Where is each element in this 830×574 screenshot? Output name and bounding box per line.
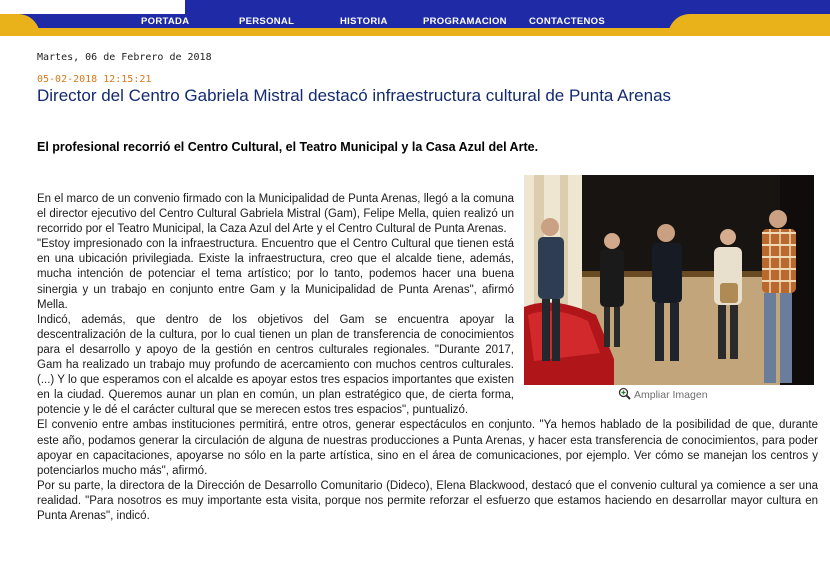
- article-paragraph: En el marco de un convenio firmado con la Municipalidad de Punta Arenas, llegó a la comuna el director ejecutivo del Centro Cultural Gabriela Mistral (Gam), Felipe Mella, quien realizó un recorrido por el Teatro Municipal, la Caza Azul del Arte y el Centro Cultural de Punta Arenas.: [37, 193, 514, 236]
- article-timestamp: 05-02-2018 12:15:21: [37, 74, 152, 85]
- article-paragraph: El convenio entre ambas instituciones permitirá, entre otros, generar espectáculos en conjunto. "Ya hemos hablado de la posibilidad de que, durante este año, podamos generar la circulación de alguna de nuestras producciones a Punta Arenas, y hacer esta transferencia de conocimientos, para poder apoyar en capacitaciones, apoyarse no sólo en la parte artística, sino en el área de comunicaciones, por ejemplo. Ver cómo se manejan los centros y potenciarlos mucho más", afirmó.: [37, 419, 818, 477]
- nav-link-contactenos[interactable]: CONTACTENOS: [529, 16, 605, 27]
- article-paragraph: Por su parte, la directora de la Dirección de Desarrollo Comunitario (Dideco), Elena Blackwood, destacó que el convenio cultural ya comience a ser una realidad. "Para nosotros es muy importante esta visita, porque nos permite reforzar el esfuerzo que estamos haciendo en desarrollar mayor cultura en Punta Arenas", indicó.: [37, 479, 818, 522]
- photo-float-spacer: [524, 175, 818, 403]
- nav-link-historia[interactable]: HISTORIA: [340, 16, 388, 27]
- article-subtitle: El profesional recorrió el Centro Cultural, el Teatro Municipal y la Casa Azul del Arte.: [37, 140, 539, 154]
- header-bar: [0, 0, 830, 36]
- article-body: [37, 192, 818, 524]
- article-title: Director del Centro Gabriela Mistral destacó infraestructura cultural de Punta Arenas: [37, 86, 672, 105]
- article-paragraph: "Estoy impresionado con la infraestructura. Encuentro que el Centro Cultural que tienen está en una ubicación privilegiada. Existe la infraestructura, creo que el alcalde tiene, además, mucha intención de potenciar el tema artístico; por lo tanto, podemos hacer una buena sinergia y un trabajo en conjunto entre Gam y la Municipalidad de Punta Arenas", afirmó Mella.: [37, 238, 514, 311]
- article-paragraph: Indicó, además, que dentro de los objetivos del Gam se encuentra apoyar la descentralización de la cultura, por lo cual tienen un plan de transferencia de conocimientos para el desarrollo y apoyo de la gestión en centros culturales regionales. "Durante 2017, Gam ha realizado un trabajo muy profundo de acercamiento con muchos centros culturales. (...) Y lo que esperamos con el alcalde es apoyar estos tres espacios importantes que existen en la ciudad. Queremos aunar un plan en común, un plan estratégico que, de cierta forma, potencie y le dé el carácter cultural que se merecen estos tres espacios", puntualizó.: [37, 313, 514, 417]
- enlarge-image-label: Ampliar Imagen: [634, 388, 708, 401]
- nav-link-programacion[interactable]: PROGRAMACION: [423, 16, 507, 27]
- current-date: Martes, 06 de Febrero de 2018: [37, 52, 212, 63]
- nav-link-personal[interactable]: PERSONAL: [239, 16, 295, 27]
- header-logo-area: [0, 0, 185, 14]
- nav-link-portada[interactable]: PORTADA: [141, 16, 190, 27]
- header-right-curve: [668, 14, 830, 36]
